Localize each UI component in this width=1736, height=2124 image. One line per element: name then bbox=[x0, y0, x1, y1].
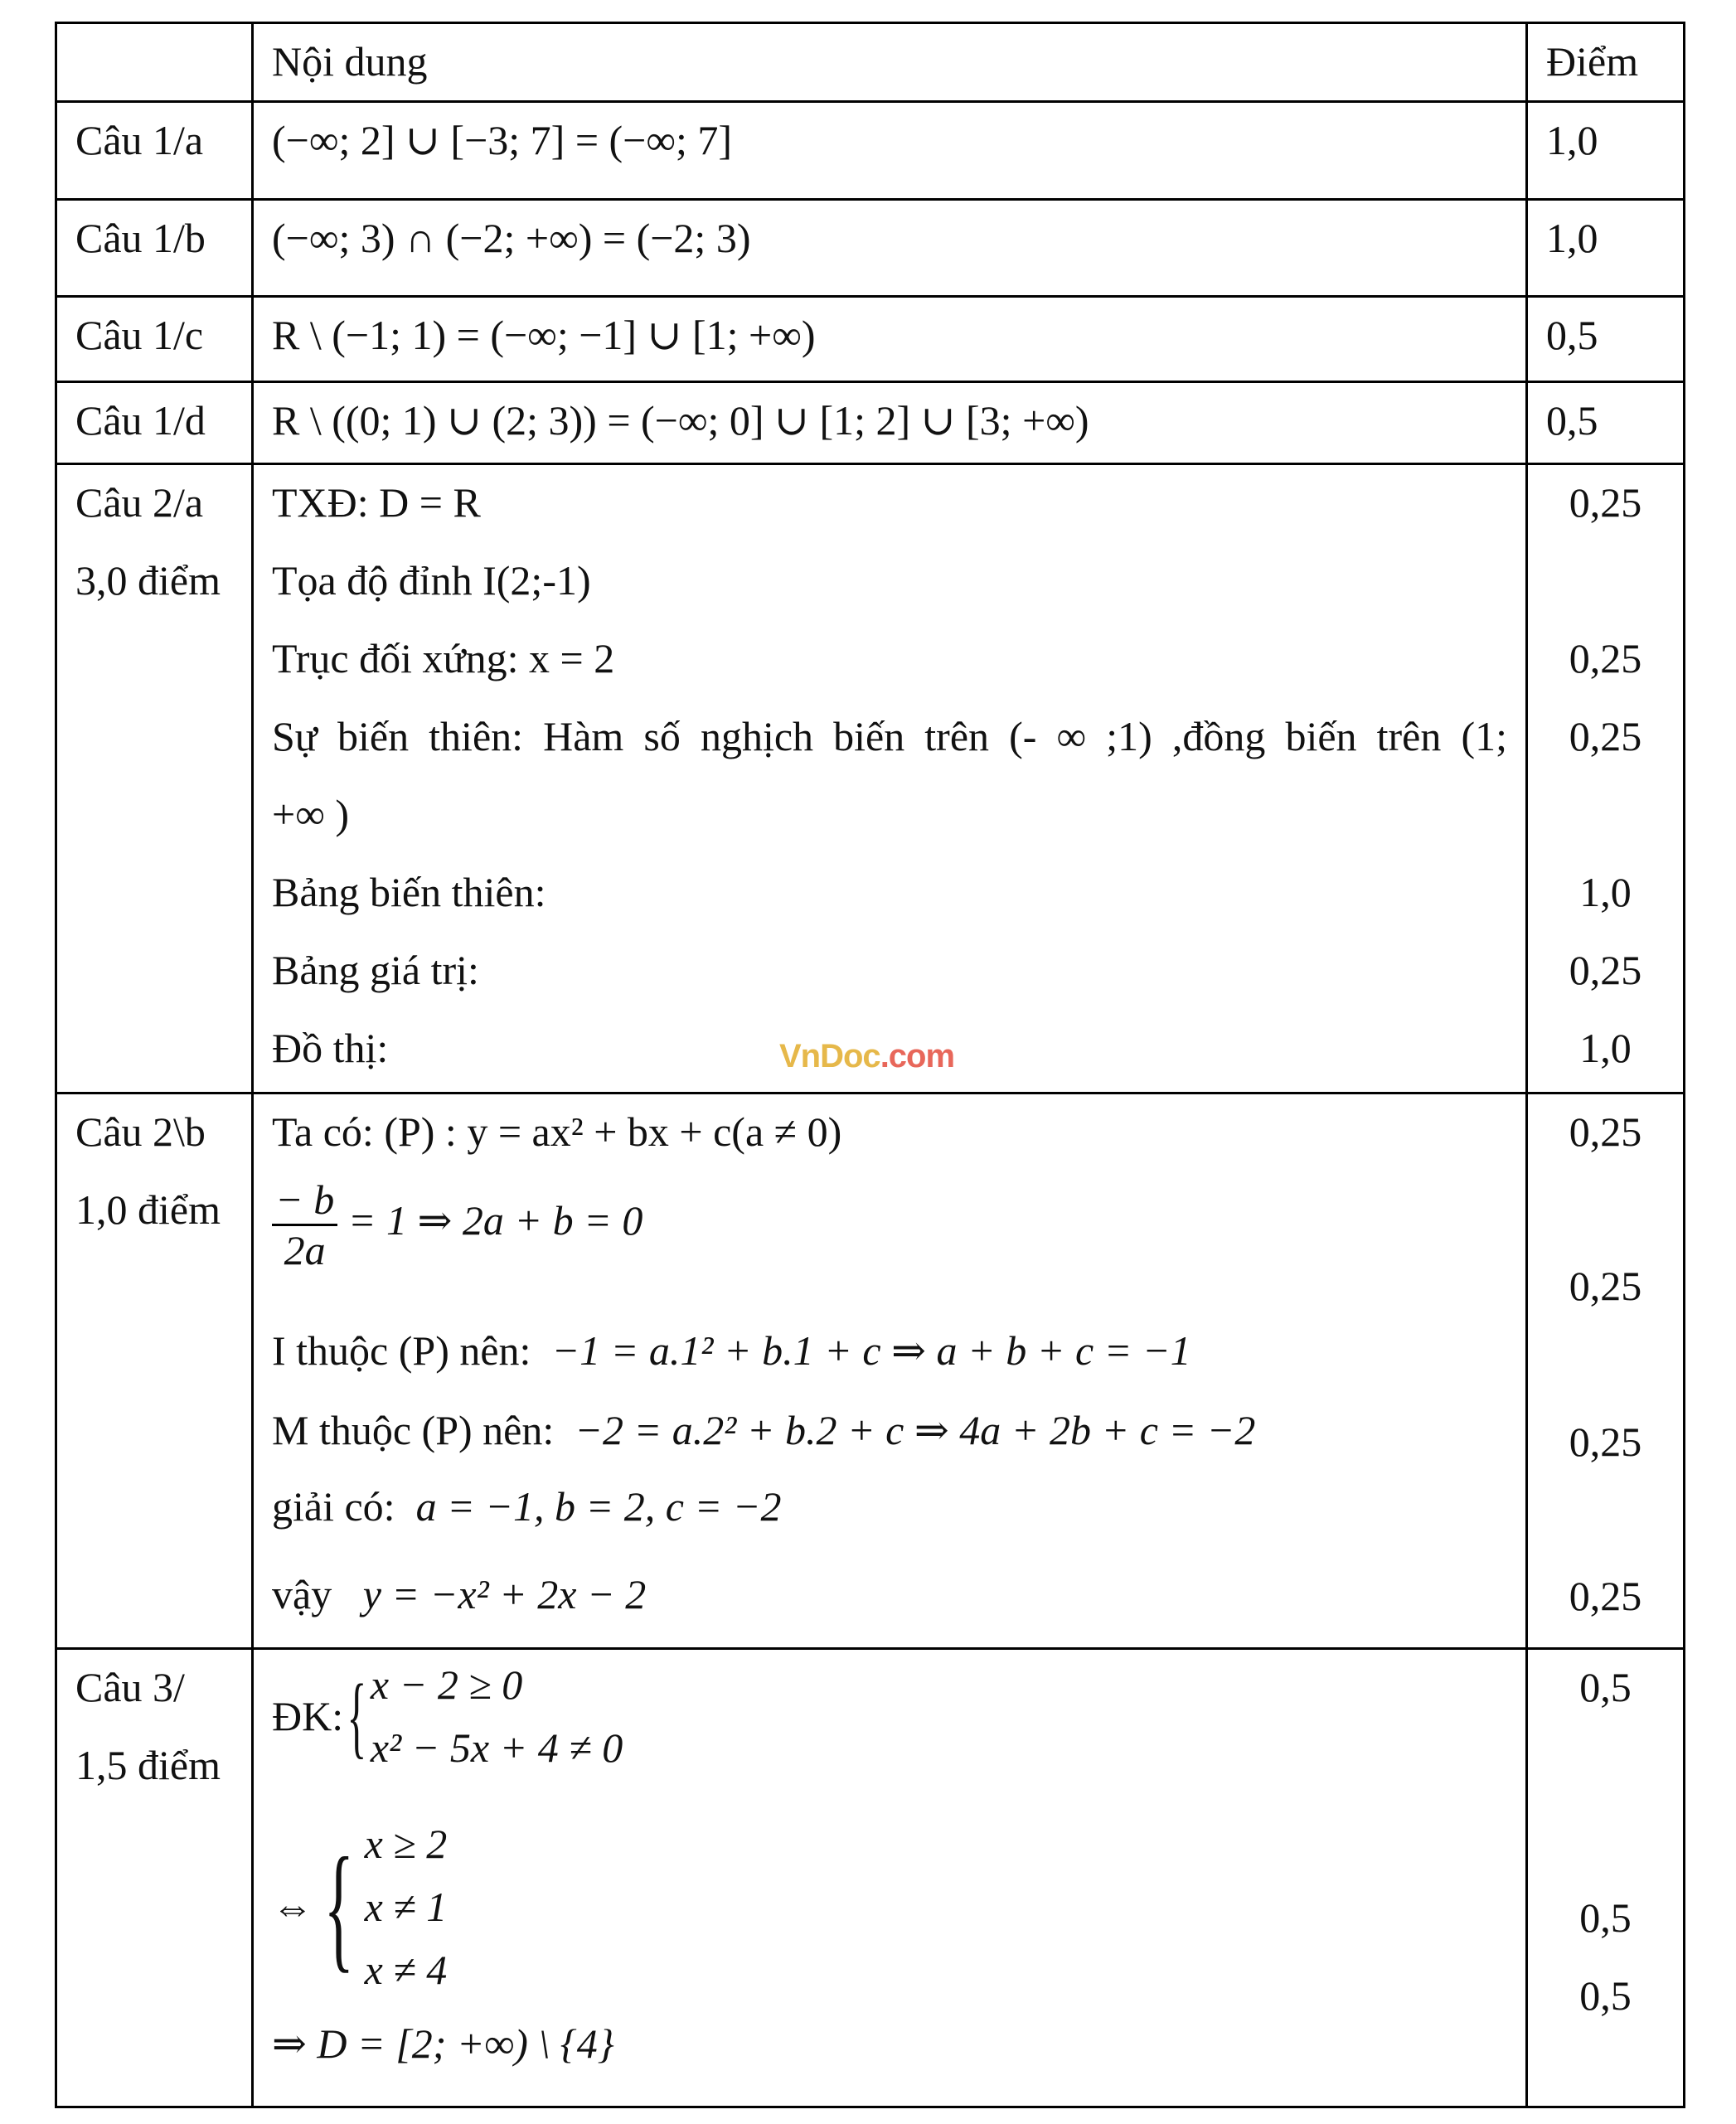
watermark-logo: VnDoc.com bbox=[779, 1038, 955, 1074]
q3-label: Câu 3/ bbox=[75, 1664, 185, 1710]
fraction-denominator: 2a bbox=[284, 1227, 326, 1273]
q2a-score-1: 0,25 bbox=[1569, 479, 1642, 526]
q1c-content: R \ (−1; 1) = (−∞; −1] ∪ [1; +∞) bbox=[272, 312, 816, 358]
q2a-line-1: TXĐ: D = R bbox=[272, 479, 481, 526]
q3-sys1-line-1: x − 2 ≥ 0 bbox=[370, 1661, 523, 1708]
q2a-score-6: 1,0 bbox=[1579, 1025, 1632, 1071]
q2b-label: Câu 2\b bbox=[75, 1108, 206, 1155]
q1b-score: 1,0 bbox=[1546, 215, 1598, 261]
q3-sys2-line-2: x ≠ 1 bbox=[364, 1884, 448, 1930]
q2b-score-4: 0,25 bbox=[1569, 1573, 1642, 1619]
q1b-content: (−∞; 3) ∩ (−2; +∞) = (−2; 3) bbox=[272, 215, 751, 261]
q2b-line-5 bbox=[272, 1481, 781, 1532]
q3-result: ⇒ D = [2; +∞) \ {4} bbox=[272, 2020, 614, 2067]
row-q3 bbox=[56, 1649, 1685, 2107]
q2a-line-7: Bảng giá trị: bbox=[272, 947, 479, 993]
q2b-line-2: = 1 ⇒ 2a + b = 0 bbox=[347, 1196, 643, 1244]
q1a-label: Câu 1/a bbox=[75, 117, 204, 163]
left-brace-icon: { bbox=[347, 1666, 367, 1767]
q2a-line-3: Trục đối xứng: x = 2 bbox=[272, 635, 615, 681]
q3-score-3: 0,5 bbox=[1579, 1972, 1632, 2019]
q2b-points: 1,0 điểm bbox=[75, 1186, 221, 1233]
q2b-line-4-text: M thuộc (P) nên: bbox=[272, 1407, 555, 1453]
q3-score-2: 0,5 bbox=[1579, 1894, 1632, 1941]
q2a-line-6: Bảng biến thiên: bbox=[272, 869, 546, 915]
header-row bbox=[56, 23, 1685, 102]
q2a-score-5: 0,25 bbox=[1569, 947, 1642, 993]
q3-sys2-line-1: x ≥ 2 bbox=[364, 1821, 448, 1867]
q2b-line-4-formula: −2 = a.2² + b.2 + c ⇒ 4a + 2b + c = −2 bbox=[575, 1407, 1256, 1453]
row-q2a bbox=[56, 464, 1685, 1094]
q2b-score-1: 0,25 bbox=[1569, 1108, 1642, 1155]
q2a-score-2: 0,25 bbox=[1569, 635, 1642, 681]
row-q1b bbox=[56, 200, 1685, 297]
q2a-line-2: Tọa độ đỉnh I(2;-1) bbox=[272, 557, 591, 604]
q1c-score: 0,5 bbox=[1546, 312, 1598, 358]
q2b-line-3-formula: −1 = a.1² + b.1 + c ⇒ a + b + c = −1 bbox=[551, 1327, 1191, 1374]
q2b-line-6-formula: y = −x² + 2x − 2 bbox=[362, 1571, 647, 1617]
q3-sys2-line-3: x ≠ 4 bbox=[364, 1947, 448, 1993]
fraction bbox=[272, 1176, 337, 1274]
fraction-numerator: − b bbox=[272, 1176, 337, 1226]
q1d-label: Câu 1/d bbox=[75, 397, 206, 444]
row-q1d bbox=[56, 382, 1685, 464]
q2a-score-4: 1,0 bbox=[1579, 869, 1632, 915]
q3-system-1 bbox=[371, 1653, 623, 1779]
q2a-label: Câu 2/a bbox=[75, 479, 204, 526]
header-score: Điểm bbox=[1546, 38, 1639, 85]
q3-dk-label: ĐK: bbox=[272, 1693, 344, 1739]
q2a-line-5: +∞ ) bbox=[272, 791, 349, 837]
row-q1a bbox=[56, 102, 1685, 200]
q3-score-1: 0,5 bbox=[1579, 1664, 1632, 1710]
header-content: Nội dung bbox=[272, 38, 428, 85]
q3-points: 1,5 điểm bbox=[75, 1742, 221, 1788]
q2b-line-5-formula: a = −1, b = 2, c = −2 bbox=[415, 1483, 782, 1530]
q2b-line-6-text: vậy bbox=[272, 1571, 332, 1617]
q1d-score: 0,5 bbox=[1546, 397, 1598, 444]
q3-system-2 bbox=[365, 1812, 448, 2001]
q2a-line-4: Sự biến thiên: Hàm số nghịch biến trên (- ∞ ;1) ,đồng biến trên (1; bbox=[272, 713, 1507, 759]
q3-condition bbox=[272, 1653, 623, 1779]
q2b-line-4 bbox=[272, 1404, 1255, 1456]
q2b-line-6 bbox=[272, 1569, 646, 1620]
q2b-score-3: 0,25 bbox=[1569, 1418, 1642, 1465]
q2a-line-8: Đồ thị: bbox=[272, 1025, 389, 1071]
row-q1c bbox=[56, 297, 1685, 382]
q2a-score-3: 0,25 bbox=[1569, 713, 1642, 759]
q1a-score: 1,0 bbox=[1546, 117, 1598, 163]
q2b-score-2: 0,25 bbox=[1569, 1263, 1642, 1309]
left-brace-icon: { bbox=[323, 1829, 355, 1985]
q2b-line-1: Ta có: (P) : y = ax² + bx + c(a ≠ 0) bbox=[272, 1108, 842, 1155]
q1d-content: R \ ((0; 1) ∪ (2; 3)) = (−∞; 0] ∪ [1; 2] ∪ [3; +∞) bbox=[272, 397, 1089, 444]
header-col1 bbox=[56, 23, 253, 102]
q1a-content: (−∞; 2] ∪ [−3; 7] = (−∞; 7] bbox=[272, 117, 733, 163]
q2b-line-3-text: I thuộc (P) nên: bbox=[272, 1327, 531, 1374]
q1c-label: Câu 1/c bbox=[75, 312, 204, 358]
q3-equivalent bbox=[272, 1812, 447, 2001]
q2b-line-5-text: giải có: bbox=[272, 1483, 395, 1530]
equiv-icon: ⇔ bbox=[272, 1884, 313, 1930]
row-q2b bbox=[56, 1094, 1685, 1649]
q1b-label: Câu 1/b bbox=[75, 215, 206, 261]
q3-sys1-line-2: x² − 5x + 4 ≠ 0 bbox=[370, 1724, 623, 1771]
q2b-line-3 bbox=[272, 1325, 1191, 1376]
q2a-points: 3,0 điểm bbox=[75, 557, 221, 604]
q2b-fraction-line bbox=[272, 1176, 643, 1274]
